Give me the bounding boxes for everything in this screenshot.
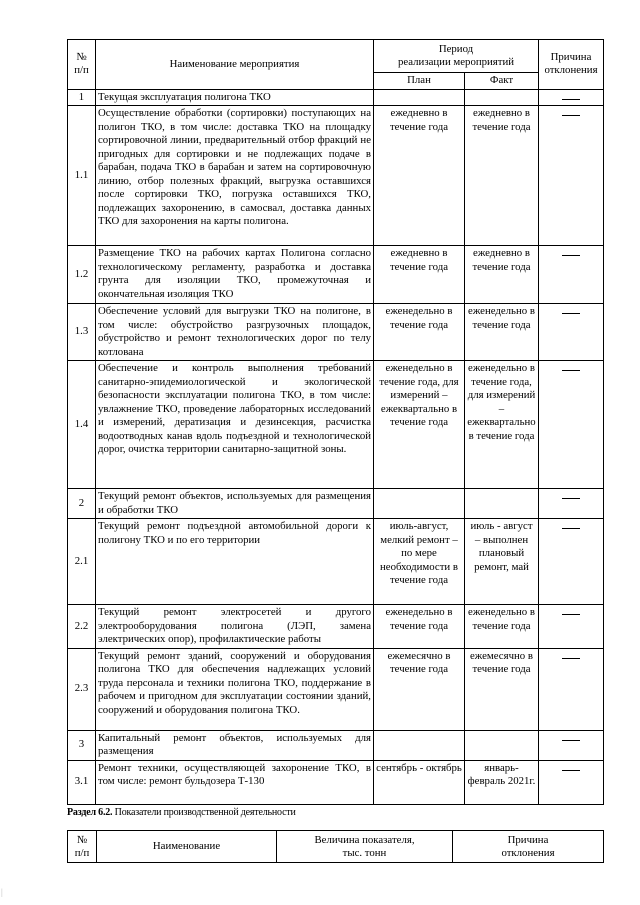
dash-mark [562, 255, 580, 256]
col-plan-header: План [374, 73, 465, 90]
row-reason [539, 304, 604, 361]
row-reason [539, 730, 604, 760]
table-row [68, 730, 604, 760]
row-name: Текущий ремонт объектов, используемых для размещения и обработки ТКО [96, 489, 374, 519]
row-plan: июль-август, мелкий ремонт – по мере необходимости в течение года [374, 519, 465, 605]
row-number: 1.4 [68, 361, 96, 489]
row-name: Капитальный ремонт объектов, используемых для размещения [96, 730, 374, 760]
row-number: 2 [68, 489, 96, 519]
dash-mark [562, 99, 580, 100]
table-row [68, 648, 604, 730]
row-number: 2.1 [68, 519, 96, 605]
row-number: 2.2 [68, 605, 96, 649]
dash-mark [562, 658, 580, 659]
section-title: Показатели производственной деятельности [114, 807, 296, 818]
row-name: Текущая эксплуатация полигона ТКО [96, 89, 374, 106]
row-name: Обеспечение и контроль выполнения требований санитарно-эпидемиологической и экологической безопасности эксплуатации полигона ТКО, в том числе: увлажнение ТКО, проведение лабораторных исследований и измерений, дератизация и дезинсекция, расчистка водоотводных канав вдоль подъездной и технологической дорог, очистка территории санитарно-защитной зоны. [96, 361, 374, 489]
row-reason [539, 246, 604, 304]
col-reason-header: Причина отклонения [539, 40, 604, 90]
t2-num-header: № п/п [68, 831, 97, 863]
dash-mark [562, 614, 580, 615]
table-row [68, 760, 604, 804]
row-fact: еженедельно в течение года, для измерений – ежеквартально в течение года [465, 361, 539, 489]
row-fact [465, 89, 539, 106]
table-row [68, 89, 604, 106]
row-reason [539, 605, 604, 649]
row-name: Текущий ремонт подъездной автомобильной дороги к полигону ТКО и по его территории [96, 519, 374, 605]
indicators-table [67, 830, 604, 863]
table-row [68, 489, 604, 519]
row-plan [374, 489, 465, 519]
row-fact: январь-февраль 2021г. [465, 760, 539, 804]
section-label: Раздел 6.2. [67, 807, 113, 818]
dash-mark [562, 528, 580, 529]
row-number: 1.2 [68, 246, 96, 304]
dash-mark [562, 740, 580, 741]
col-num-header: № п/п [68, 40, 96, 90]
section-caption [67, 807, 296, 818]
dash-mark [562, 370, 580, 371]
dash-mark [562, 115, 580, 116]
row-plan: сентябрь - октябрь [374, 760, 465, 804]
t2-name-header: Наименование [97, 831, 277, 863]
row-fact: ежедневно в течение года [465, 106, 539, 246]
row-plan: ежемесячно в течение года [374, 648, 465, 730]
row-reason [539, 519, 604, 605]
col-period-header: Период реализации мероприятий [374, 40, 539, 73]
row-reason [539, 361, 604, 489]
row-name: Текущий ремонт электросетей и другого электрооборудования полигона (ЛЭП, замена электрических опор), профилактические работы [96, 605, 374, 649]
row-plan: еженедельно в течение года, для измерений – ежеквартально в течение года [374, 361, 465, 489]
margin-mark: | [1, 887, 3, 897]
row-reason [539, 760, 604, 804]
col-name-header: Наименование мероприятия [96, 40, 374, 90]
table-row [68, 246, 604, 304]
row-fact [465, 489, 539, 519]
table-row [68, 605, 604, 649]
row-plan: еженедельно в течение года [374, 605, 465, 649]
row-fact: ежемесячно в течение года [465, 648, 539, 730]
row-name: Текущий ремонт зданий, сооружений и оборудования полигона ТКО для обеспечения надлежащих условий труда персонала и техники полигона ТКО, поддержание в рабочем и пригодном для эксплуатации состоянии зданий, сооружений и оборудования полигона ТКО. [96, 648, 374, 730]
table-row [68, 361, 604, 489]
row-number: 2.3 [68, 648, 96, 730]
row-fact: июль - август – выполнен плановый ремонт, май [465, 519, 539, 605]
col-fact-header: Факт [465, 73, 539, 90]
row-plan: ежедневно в течение года [374, 106, 465, 246]
dash-mark [562, 770, 580, 771]
dash-mark [562, 498, 580, 499]
row-fact: ежедневно в течение года [465, 246, 539, 304]
row-number: 3.1 [68, 760, 96, 804]
t2-reason-header: Причина отклонения [453, 831, 604, 863]
row-number: 1.3 [68, 304, 96, 361]
row-reason [539, 648, 604, 730]
table-row [68, 304, 604, 361]
row-plan [374, 89, 465, 106]
row-reason [539, 106, 604, 246]
row-fact: еженедельно в течение года [465, 605, 539, 649]
dash-mark [562, 313, 580, 314]
row-plan: ежедневно в течение года [374, 246, 465, 304]
row-reason [539, 489, 604, 519]
row-name: Осуществление обработки (сортировки) поступающих на полигон ТКО, в том числе: доставка ТКО на площадку сортировочной линии, предварительный отбор фракций не пригодных для сортировки и не подлежащих подаче в барабан, подача ТКО в барабан и затем на сортировочную линию, отбор полезных фракций, выгрузка оставшихся после сортировки ТКО, погрузка оставшихся ТКО, подлежащих захоронению, в самосвал, доставка данных ТКО для захоронения на карты полигона. [96, 106, 374, 246]
row-fact: еженедельно в течение года [465, 304, 539, 361]
row-name: Ремонт техники, осуществляющей захоронение ТКО, в том числе: ремонт бульдозера Т-130 [96, 760, 374, 804]
activities-table [67, 39, 604, 805]
row-fact [465, 730, 539, 760]
row-plan [374, 730, 465, 760]
row-number: 1 [68, 89, 96, 106]
table-row [68, 519, 604, 605]
t2-value-header: Величина показателя, тыс. тонн [277, 831, 453, 863]
row-plan: еженедельно в течение года [374, 304, 465, 361]
row-reason [539, 89, 604, 106]
table-row [68, 106, 604, 246]
row-number: 1.1 [68, 106, 96, 246]
row-number: 3 [68, 730, 96, 760]
row-name: Обеспечение условий для выгрузки ТКО на полигоне, в том числе: обустройство разгрузочных площадок, обустройство и ремонт технологических дорог по телу котлована [96, 304, 374, 361]
row-name: Размещение ТКО на рабочих картах Полигона согласно технологическому регламенту, разработка и доставка грунта для изоляции ТКО, промежуточная и окончательная изоляция ТКО [96, 246, 374, 304]
